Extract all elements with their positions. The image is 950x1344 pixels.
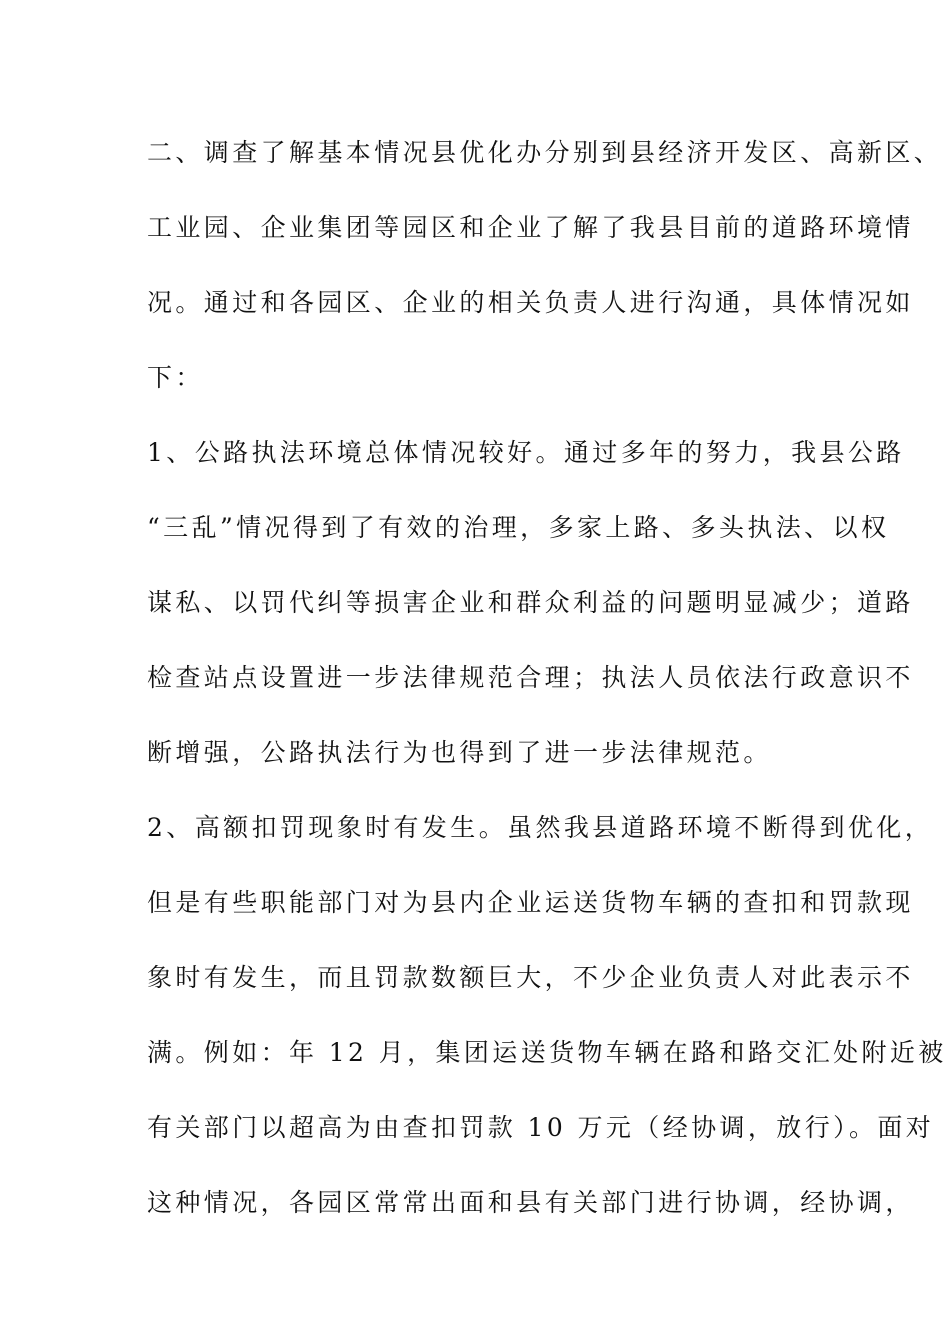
- text-line: 况。通过和各园区、企业的相关负责人进行沟通，具体情况如: [147, 288, 914, 317]
- text-line: 2、高额扣罚现象时有发生。虽然我县道路环境不断得到优化，: [147, 813, 934, 842]
- text-line: 二、调查了解基本情况县优化办分别到县经济开发区、高新区、: [147, 138, 943, 167]
- text-line: 下：: [147, 363, 204, 392]
- text-line: “三乱”情况得到了有效的治理，多家上路、多头执法、以权: [147, 513, 890, 542]
- text-line: 满。例如：年 12 月，集团运送货物车辆在路和路交汇处附近被: [147, 1038, 947, 1067]
- text-line: 检查站点设置进一步法律规范合理；执法人员依法行政意识不: [147, 663, 914, 692]
- text-line: 谋私、以罚代纠等损害企业和群众利益的问题明显减少；道路: [147, 588, 914, 617]
- text-line: 但是有些职能部门对为县内企业运送货物车辆的查扣和罚款现: [147, 888, 914, 917]
- text-line: 断增强，公路执法行为也得到了进一步法律规范。: [147, 738, 772, 767]
- text-line: 这种情况，各园区常常出面和县有关部门进行协调，经协调，: [147, 1188, 914, 1217]
- text-line: 有关部门以超高为由查扣罚款 10 万元（经协调，放行）。面对: [147, 1113, 935, 1142]
- text-line: 1、公路执法环境总体情况较好。通过多年的努力，我县公路: [147, 438, 905, 467]
- text-line: 象时有发生，而且罚款数额巨大，不少企业负责人对此表示不: [147, 963, 914, 992]
- text-line: 工业园、企业集团等园区和企业了解了我县目前的道路环境情: [147, 213, 914, 242]
